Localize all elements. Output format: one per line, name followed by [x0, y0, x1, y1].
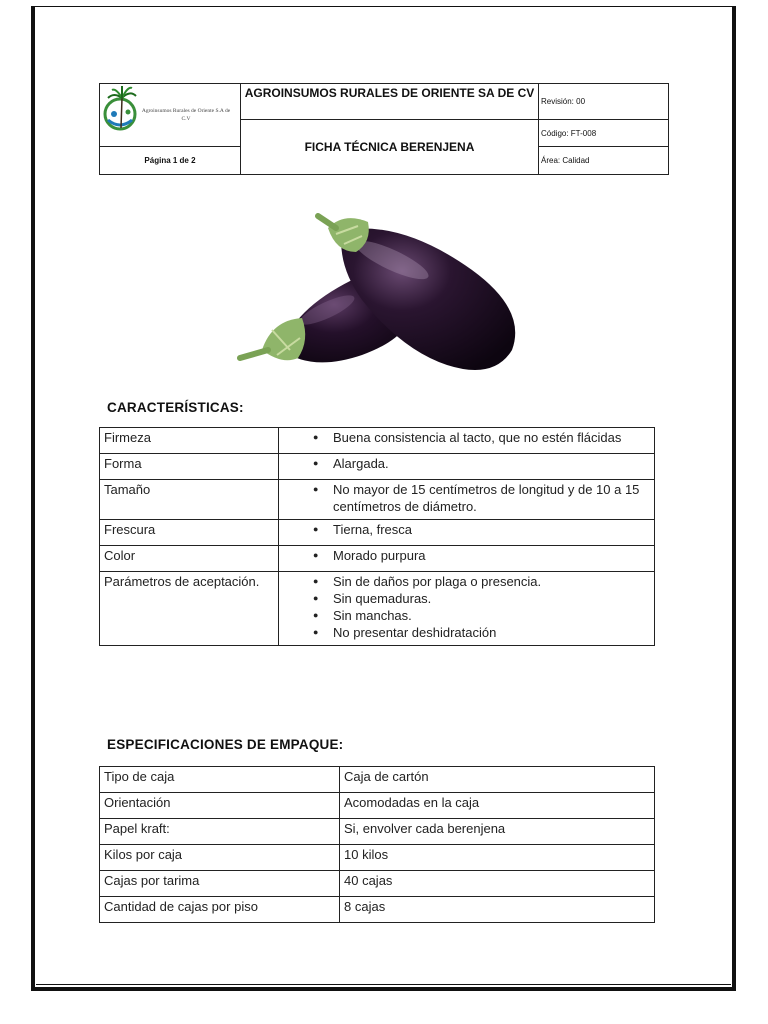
- table-row: [100, 520, 655, 546]
- list-item: ● No presentar deshidratación: [333, 624, 650, 641]
- row-label: Firmeza: [100, 428, 279, 454]
- row-label: Kilos por caja: [100, 845, 340, 871]
- row-label: Forma: [100, 454, 279, 480]
- row-value: 10 kilos: [340, 845, 655, 871]
- table-row: [100, 454, 655, 480]
- list-item: ● Sin manchas.: [333, 607, 650, 624]
- table-row: [100, 428, 655, 454]
- row-value: Si, envolver cada berenjena: [340, 819, 655, 845]
- row-label: Parámetros de aceptación.: [100, 572, 279, 646]
- row-label: Cajas por tarima: [100, 871, 340, 897]
- characteristics-title: CARACTERÍSTICAS:: [107, 400, 244, 415]
- code-field: Código: FT-008: [539, 120, 668, 147]
- row-value: [279, 428, 655, 454]
- packaging-table: [99, 766, 655, 923]
- area-field: Área: Calidad: [541, 156, 590, 165]
- page-number: Página 1 de 2: [100, 147, 241, 174]
- table-row: [100, 480, 655, 520]
- table-row: [100, 819, 655, 845]
- row-value: 40 cajas: [340, 871, 655, 897]
- row-label: Papel kraft:: [100, 819, 340, 845]
- eggplant-image: [232, 200, 532, 390]
- table-row: [100, 793, 655, 819]
- list-item: ● Alargada.: [333, 455, 650, 472]
- list-item: ● Sin de daños por plaga o presencia.: [333, 573, 650, 590]
- row-value: Acomodadas en la caja: [340, 793, 655, 819]
- list-item: ● Sin quemaduras.: [333, 590, 650, 607]
- table-row: [100, 897, 655, 923]
- company-name: AGROINSUMOS RURALES DE ORIENTE SA DE CV: [241, 84, 539, 120]
- logo-text: Agroinsumos Rurales de Oriente S.A de C.V: [141, 108, 231, 122]
- document-title: FICHA TÉCNICA BERENJENA: [241, 120, 539, 174]
- list-item: ● No mayor de 15 centímetros de longitud y de 10 a 15 centímetros de diámetro.: [333, 481, 650, 515]
- revision-field: Revisión: 00: [539, 84, 668, 120]
- row-value: Caja de cartón: [340, 767, 655, 793]
- list-item: ● Tierna, fresca: [333, 521, 650, 538]
- table-row: [100, 871, 655, 897]
- table-row: [100, 845, 655, 871]
- row-value: [279, 480, 655, 520]
- row-value: [279, 572, 655, 646]
- row-label: Frescura: [100, 520, 279, 546]
- company-logo: [100, 84, 241, 147]
- logo-cell: [100, 84, 241, 147]
- table-row: [100, 546, 655, 572]
- document-header: [99, 83, 669, 175]
- characteristics-table: [99, 427, 655, 646]
- list-item: ● Morado purpura: [333, 547, 650, 564]
- row-label: Tipo de caja: [100, 767, 340, 793]
- row-label: Tamaño: [100, 480, 279, 520]
- packaging-title: ESPECIFICACIONES DE EMPAQUE:: [107, 737, 344, 752]
- row-label: Color: [100, 546, 279, 572]
- row-value: 8 cajas: [340, 897, 655, 923]
- row-value: [279, 520, 655, 546]
- row-value: [279, 546, 655, 572]
- list-item: ● Buena consistencia al tacto, que no estén flácidas: [333, 429, 650, 446]
- row-label: Orientación: [100, 793, 340, 819]
- table-row: [100, 767, 655, 793]
- table-row: [100, 572, 655, 646]
- row-value: [279, 454, 655, 480]
- row-label: Cantidad de cajas por piso: [100, 897, 340, 923]
